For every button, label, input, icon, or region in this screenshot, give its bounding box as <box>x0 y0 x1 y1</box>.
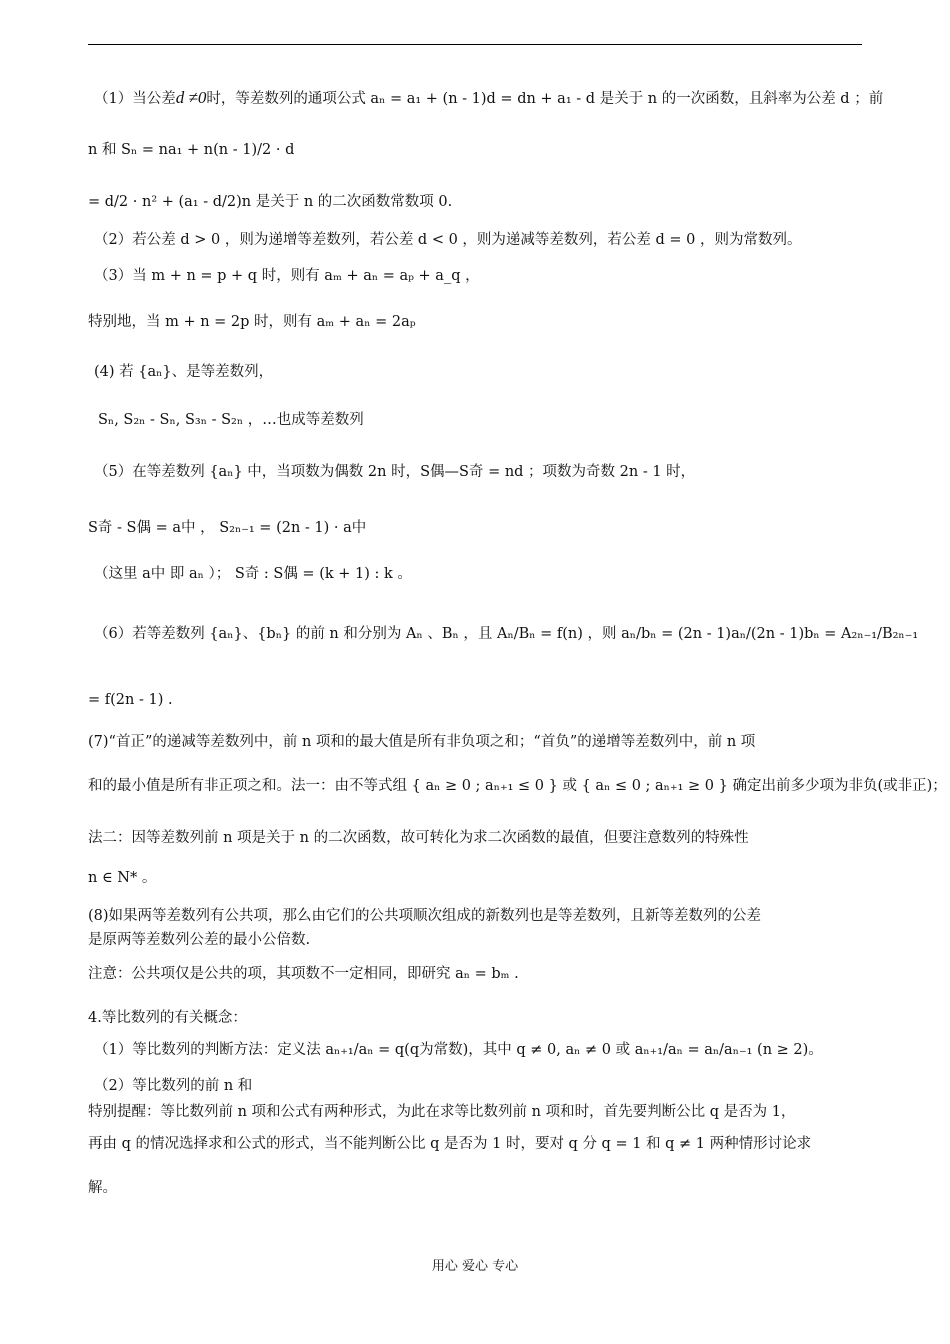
text-line-1: （1）当公差d ≠0时，等差数列的通项公式 aₙ = a₁ + (n - 1)d = dn + a₁ - d 是关于 n 的一次函数，且斜率为公差 d ；前 <box>94 88 884 107</box>
text-line-13: = f(2n - 1) . <box>88 692 173 708</box>
text-line-17: n ∈ N* 。 <box>88 870 157 886</box>
text-line-6: 特别地，当 m + n = 2p 时，则有 aₘ + aₙ = 2aₚ <box>88 314 416 330</box>
page-footer: 用心 爱心 专心 <box>431 1259 519 1274</box>
text-line-21: 4.等比数列的有关概念： <box>88 1010 247 1026</box>
text-line-3: = d/2 · n² + (a₁ - d/2)n 是关于 n 的二次函数常数项 0. <box>88 194 453 210</box>
text-line-10: S奇 - S偶 = a中 ， S₂ₙ₋₁ = (2n - 1) · a中 <box>88 520 367 536</box>
text-line-20: 注意：公共项仅是公共的项，其项数不一定相同，即研究 aₙ = bₘ . <box>88 966 519 982</box>
text-line-16: 法二：因等差数列前 n 项是关于 n 的二次函数，故可转化为求二次函数的最值，但要注意数列的特殊性 <box>88 830 749 846</box>
text-line-2: n 和 Sₙ = na₁ + n(n - 1)/2 · d <box>88 142 295 158</box>
text-line-15: 和的最小值是所有非正项之和。法一：由不等式组 { aₙ ≥ 0 ; aₙ₊₁ ≤ 0 } 或 { aₙ ≤ 0 ; aₙ₊₁ ≥ 0 } 确定出前多少项为非负(或非正)； <box>88 778 947 794</box>
text-line-22: （1）等比数列的判断方法：定义法 aₙ₊₁/aₙ = q(q为常数)，其中 q ≠ 0, aₙ ≠ 0 或 aₙ₊₁/aₙ = aₙ/aₙ₋₁ (n ≥ 2)。 <box>94 1042 823 1058</box>
text-line-7: (4) 若 {aₙ}、是等差数列， <box>94 364 274 380</box>
header-rule <box>88 44 862 45</box>
text-line-25: 再由 q 的情况选择求和公式的形式，当不能判断公比 q 是否为 1 时，要对 q 分 q = 1 和 q ≠ 1 两种情形讨论求 <box>88 1136 812 1152</box>
text-line-26: 解。 <box>88 1180 117 1196</box>
text-line-12: （6）若等差数列 {aₙ}、{bₙ} 的前 n 和分别为 Aₙ 、Bₙ ，且 Aₙ/Bₙ = f(n) ，则 aₙ/bₙ = (2n - 1)aₙ/(2n - 1)bₙ = A₂ₙ₋₁/B₂ₙ₋₁ <box>94 626 919 642</box>
text-line-18: (8)如果两等差数列有公共项，那么由它们的公共项顺次组成的新数列也是等差数列，且新等差数列的公差 <box>88 908 762 924</box>
text-line-11: （这里 a中 即 aₙ ）； S奇 : S偶 = (k + 1) : k 。 <box>94 566 412 582</box>
text-line-19: 是原两等差数列公差的最小公倍数. <box>88 932 311 948</box>
text-line-5: （3）当 m + n = p + q 时，则有 aₘ + aₙ = aₚ + a_q ， <box>94 268 480 284</box>
text-line-8: Sₙ, S₂ₙ - Sₙ, S₃ₙ - S₂ₙ ，…也成等差数列 <box>98 412 364 428</box>
text-line-9: （5）在等差数列 {aₙ} 中，当项数为偶数 2n 时，S偶—S奇 = nd ；项数为奇数 2n - 1 时， <box>94 464 696 480</box>
text-line-24: 特别提醒：等比数列前 n 项和公式有两种形式，为此在求等比数列前 n 项和时，首先要判断公比 q 是否为 1， <box>88 1104 796 1120</box>
text-line-23: （2）等比数列的前 n 和 <box>94 1078 253 1094</box>
text-line-4: （2）若公差 d > 0 ，则为递增等差数列，若公差 d < 0 ，则为递减等差数列，若公差 d = 0 ，则为常数列。 <box>94 232 802 248</box>
text-line-14: (7)“首正”的递减等差数列中，前 n 项和的最大值是所有非负项之和；“首负”的递增等差数列中，前 n 项 <box>88 734 756 750</box>
